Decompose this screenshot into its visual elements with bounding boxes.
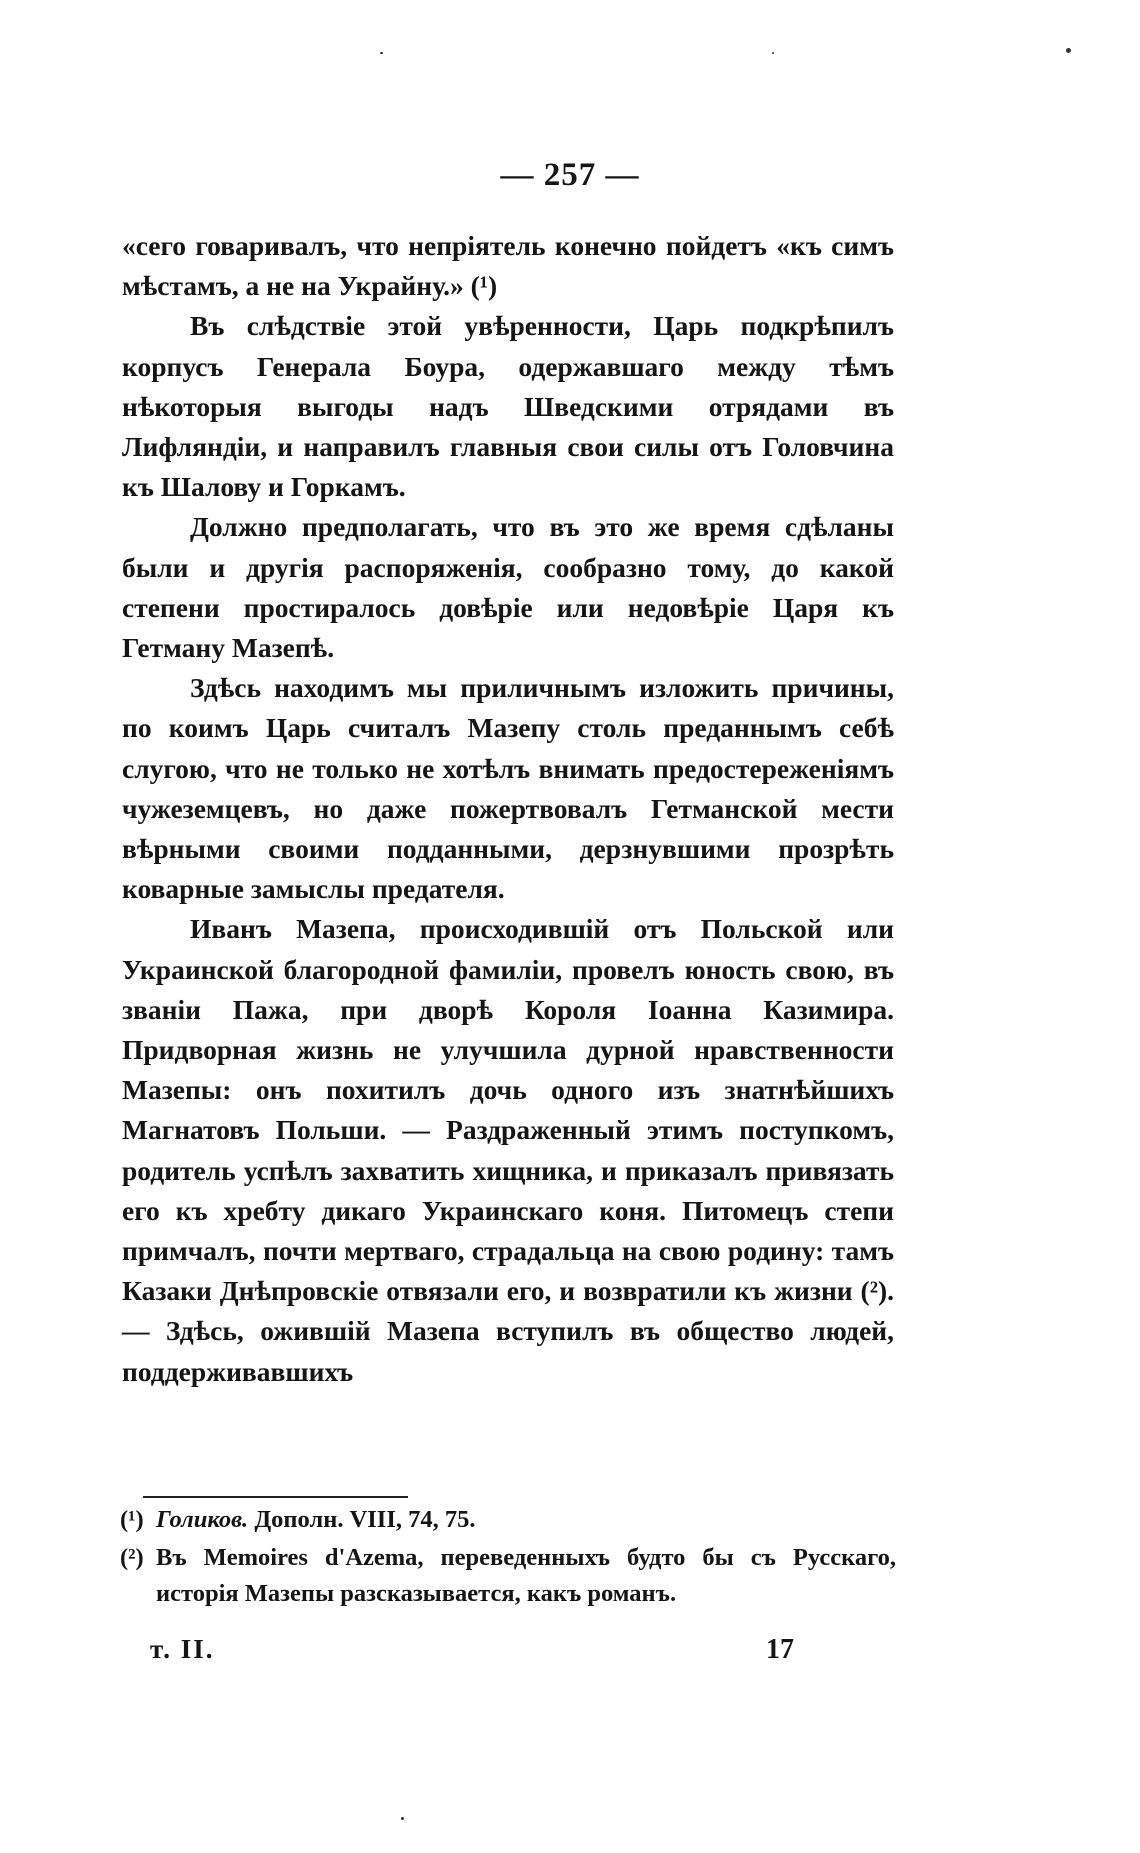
paragraph: Здѣсь находимъ мы приличнымъ изложить причины, по коимъ Царь считалъ Мазепу столь преданнымъ себѣ слугою, что не только не хотѣлъ внимать предостереженіямъ чужеземцевъ, но даже пожертвовалъ Гетманской мести вѣрными своими подданными, дерзнувшими прозрѣть коварные замыслы предателя.: [122, 672, 894, 905]
footnote-author: Голиков.: [156, 1506, 249, 1533]
paragraph: Должно предполагать, что въ это же время сдѣланы были и другія распоряженія, сообразно тому, до какой степени простиралось довѣріе или недовѣріе Царя къ Гетману Мазепѣ.: [122, 511, 894, 664]
paragraph: «сего говаривалъ, что непріятель конечно пойдетъ «къ симъ мѣстамъ, а не на Украйну.» (¹): [122, 230, 894, 302]
paragraph: Иванъ Мазепа, происходившій отъ Польской или Украинской благородной фамиліи, провелъ юность свою, въ званіи Пажа, при дворѣ Короля Іоанна Казимира. Придворная жизнь не улучшила дурной нравственности Мазепы: онъ похитилъ дочь одного изъ знатнѣйшихъ Магнатовъ Польши. — Раздраженный этимъ поступкомъ, родитель успѣлъ захватить хищника, и приказалъ привязать его къ хребту дикаго Украинскаго коня. Питомецъ степи примчалъ, почти мертваго, страдальца на свою родину: тамъ Казаки Днѣпровскіе отвязали его, и возвратили къ жизни (²). — Здѣсь, ожившій Мазепа вступилъ въ общество людей, поддерживавшихъ: [122, 913, 894, 1387]
print-speck: [1066, 48, 1071, 53]
footnote-mark: (¹): [120, 1506, 144, 1533]
footnote-mark: (²): [120, 1544, 144, 1571]
page-number: — 257 —: [500, 157, 640, 193]
footnote-text: Дополн. VIII, 74, 75.: [254, 1506, 476, 1533]
footnote-2: [120, 1540, 896, 1612]
volume-mark: т. II.: [150, 1634, 215, 1664]
print-speck: [772, 52, 774, 54]
footnote-rule: [143, 1496, 408, 1498]
print-speck: [380, 52, 383, 54]
body-text: [122, 226, 894, 1392]
sheet-signature: 17: [766, 1634, 794, 1665]
print-speck: [401, 1817, 404, 1820]
paragraph: Въ слѣдствіе этой увѣренности, Царь подкрѣпилъ корпусъ Генерала Боура, одержавшаго между тѣмъ нѣкоторыя выгоды надъ Шведскими отрядами въ Лифляндіи, и направилъ главныя свои силы отъ Головчина къ Шалову и Горкамъ.: [122, 310, 894, 503]
footnotes: [120, 1502, 896, 1614]
footnote-1: [120, 1502, 896, 1538]
footnote-text: Въ Memoires d'Azema, переведенныхъ будто бы съ Русскаго, исторія Мазепы разсказывается, какъ романъ.: [156, 1544, 896, 1607]
